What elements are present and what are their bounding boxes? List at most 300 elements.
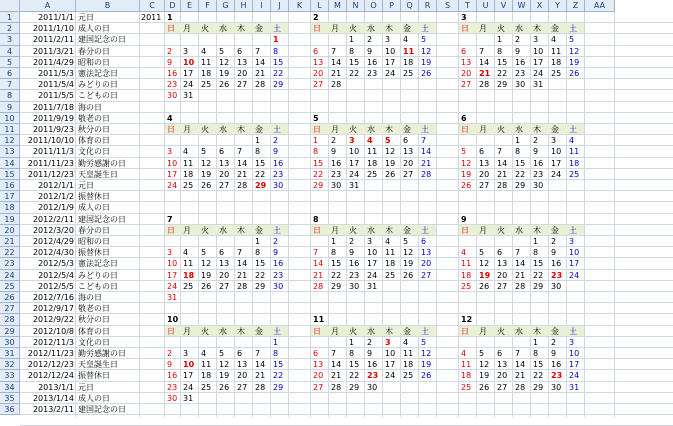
day-cell[interactable]: 24 [385, 371, 396, 381]
holiday-name-cell[interactable]: 振替休日 [78, 248, 110, 258]
weekday-header-cell[interactable]: 日 [167, 326, 175, 336]
day-cell[interactable]: 31 [183, 91, 194, 101]
weekday-header-cell[interactable]: 金 [255, 24, 263, 34]
weekday-header-cell[interactable]: 木 [533, 225, 541, 235]
day-cell[interactable]: 17 [385, 360, 396, 370]
month-label[interactable]: 4 [167, 113, 173, 123]
day-cell[interactable]: 31 [183, 393, 194, 403]
weekday-header-cell[interactable]: 土 [273, 125, 281, 134]
day-cell[interactable]: 26 [569, 69, 580, 78]
day-cell[interactable]: 24 [367, 270, 378, 280]
day-cell[interactable]: 23 [515, 69, 526, 78]
day-cell[interactable]: 19 [219, 371, 230, 381]
day-cell[interactable]: 16 [167, 69, 178, 78]
holiday-date-cell[interactable]: 2012/12/23 [27, 360, 74, 370]
column-header-V[interactable]: V [495, 0, 513, 12]
day-cell[interactable]: 29 [349, 382, 360, 392]
day-cell[interactable]: 24 [569, 270, 580, 280]
column-header-F[interactable]: F [199, 0, 217, 12]
weekday-header-cell[interactable]: 水 [367, 125, 375, 134]
day-cell[interactable]: 10 [183, 360, 195, 370]
day-cell[interactable]: 10 [367, 248, 378, 258]
row-header-9[interactable]: 9 [0, 102, 20, 113]
day-cell[interactable]: 17 [533, 57, 544, 67]
day-cell[interactable]: 13 [219, 158, 230, 168]
day-cell[interactable]: 31 [167, 293, 178, 302]
holiday-date-cell[interactable]: 2011/11/23 [27, 158, 74, 168]
day-cell[interactable]: 28 [255, 80, 266, 90]
day-cell[interactable]: 10 [167, 259, 178, 269]
day-cell[interactable]: 31 [569, 382, 580, 392]
day-cell[interactable]: 18 [551, 57, 562, 67]
day-cell[interactable]: 26 [461, 181, 472, 190]
day-cell[interactable]: 2 [551, 337, 557, 347]
day-cell[interactable]: 14 [255, 360, 266, 370]
month-label[interactable]: 11 [313, 315, 325, 325]
column-header-A[interactable]: A [20, 0, 76, 12]
day-cell[interactable]: 14 [331, 360, 342, 370]
row-header-7[interactable]: 7 [0, 79, 20, 90]
row-header-10[interactable]: 10 [0, 113, 20, 124]
day-cell[interactable]: 7 [421, 136, 427, 146]
day-cell[interactable]: 20 [237, 69, 248, 78]
day-cell[interactable]: 6 [497, 349, 503, 358]
day-cell[interactable]: 12 [479, 360, 490, 370]
weekday-header-cell[interactable]: 水 [367, 326, 375, 336]
day-cell[interactable]: 25 [201, 80, 212, 90]
holiday-date-cell[interactable]: 2012/5/4 [38, 270, 74, 280]
day-cell[interactable]: 21 [331, 69, 342, 78]
day-cell[interactable]: 30 [167, 393, 178, 403]
weekday-header-cell[interactable]: 月 [331, 326, 339, 336]
day-cell[interactable]: 26 [403, 270, 414, 280]
day-cell[interactable]: 23 [367, 69, 378, 78]
day-cell[interactable]: 23 [551, 270, 563, 280]
day-cell[interactable]: 15 [497, 57, 508, 67]
row-header-30[interactable]: 30 [0, 337, 20, 348]
weekday-header-cell[interactable]: 火 [497, 225, 505, 235]
day-cell[interactable]: 26 [479, 281, 490, 291]
holiday-date-cell[interactable]: 2013/1/14 [32, 393, 74, 403]
day-cell[interactable]: 15 [313, 158, 324, 168]
day-cell[interactable]: 13 [497, 259, 508, 269]
day-cell[interactable]: 1 [533, 237, 539, 246]
day-cell[interactable]: 25 [183, 281, 194, 291]
holiday-name-cell[interactable]: 海の日 [78, 293, 102, 302]
day-cell[interactable]: 4 [183, 248, 189, 258]
weekday-header-cell[interactable]: 火 [201, 225, 209, 235]
day-cell[interactable]: 25 [367, 169, 378, 179]
day-cell[interactable]: 17 [349, 158, 360, 168]
day-cell[interactable]: 11 [403, 349, 414, 358]
row-header-5[interactable]: 5 [0, 57, 20, 68]
day-cell[interactable]: 5 [201, 147, 207, 157]
row-header-20[interactable]: 20 [0, 225, 20, 236]
day-cell[interactable]: 27 [403, 169, 414, 179]
day-cell[interactable]: 15 [273, 360, 284, 370]
holiday-date-cell[interactable]: 2011/7/18 [32, 102, 74, 112]
day-cell[interactable]: 12 [421, 349, 432, 358]
day-cell[interactable]: 23 [167, 382, 178, 392]
day-cell[interactable]: 7 [255, 46, 261, 56]
day-cell[interactable]: 3 [167, 248, 173, 258]
day-cell[interactable]: 23 [273, 169, 284, 179]
day-cell[interactable]: 27 [313, 80, 324, 90]
weekday-header-cell[interactable]: 火 [349, 326, 357, 336]
day-cell[interactable]: 19 [421, 57, 432, 67]
holiday-date-cell[interactable]: 2012/1/1 [38, 181, 74, 190]
column-header-I[interactable]: I [253, 0, 271, 12]
holiday-date-cell[interactable]: 2011/3/21 [32, 46, 74, 56]
column-header-S[interactable]: S [437, 0, 459, 12]
day-cell[interactable]: 25 [403, 371, 414, 381]
row-header-8[interactable]: 8 [0, 90, 20, 101]
row-header-35[interactable]: 35 [0, 393, 20, 404]
day-cell[interactable]: 20 [497, 371, 508, 381]
day-cell[interactable]: 20 [219, 169, 230, 179]
weekday-header-cell[interactable]: 月 [479, 225, 487, 235]
holiday-date-cell[interactable]: 2012/2/11 [32, 214, 74, 224]
day-cell[interactable]: 5 [385, 136, 391, 146]
day-cell[interactable]: 24 [569, 371, 580, 381]
holiday-name-cell[interactable]: 春分の日 [78, 46, 110, 56]
day-cell[interactable]: 13 [237, 57, 248, 67]
day-cell[interactable]: 10 [533, 46, 544, 56]
day-cell[interactable]: 12 [569, 46, 580, 56]
row-header-27[interactable]: 27 [0, 303, 20, 314]
month-label[interactable]: 6 [461, 113, 467, 123]
row-header-34[interactable]: 34 [0, 382, 20, 393]
day-cell[interactable]: 28 [331, 382, 342, 392]
row-header-33[interactable]: 33 [0, 370, 20, 381]
holiday-name-cell[interactable]: みどりの日 [78, 270, 118, 280]
day-cell[interactable]: 12 [201, 259, 212, 269]
row-header-11[interactable]: 11 [0, 124, 20, 135]
column-header-G[interactable]: G [217, 0, 235, 12]
day-cell[interactable]: 12 [219, 360, 230, 370]
column-header-B[interactable]: B [76, 0, 140, 12]
day-cell[interactable]: 1 [273, 35, 279, 45]
day-cell[interactable]: 11 [461, 360, 472, 370]
day-cell[interactable]: 22 [533, 371, 544, 381]
day-cell[interactable]: 21 [255, 371, 266, 381]
day-cell[interactable]: 15 [349, 360, 360, 370]
day-cell[interactable]: 26 [201, 181, 212, 190]
day-cell[interactable]: 6 [237, 349, 243, 358]
day-cell[interactable]: 16 [349, 259, 360, 269]
day-cell[interactable]: 6 [219, 147, 225, 157]
day-cell[interactable]: 16 [367, 360, 378, 370]
holiday-name-cell[interactable]: 元日 [78, 13, 94, 22]
day-cell[interactable]: 8 [349, 349, 355, 358]
weekday-header-cell[interactable]: 木 [533, 24, 541, 34]
day-cell[interactable]: 7 [237, 248, 243, 258]
holiday-name-cell[interactable]: 天皇誕生日 [78, 360, 118, 370]
day-cell[interactable]: 13 [479, 158, 490, 168]
day-cell[interactable]: 23 [551, 371, 563, 381]
day-cell[interactable]: 9 [515, 46, 521, 56]
day-cell[interactable]: 4 [403, 35, 409, 45]
day-cell[interactable]: 22 [331, 270, 342, 280]
column-header-T[interactable]: T [459, 0, 477, 12]
day-cell[interactable]: 29 [273, 80, 284, 90]
day-cell[interactable]: 16 [551, 259, 562, 269]
day-cell[interactable]: 17 [385, 57, 396, 67]
day-cell[interactable]: 4 [201, 46, 207, 56]
column-header-R[interactable]: R [419, 0, 437, 12]
holiday-date-cell[interactable]: 2011/5/3 [38, 69, 74, 78]
day-cell[interactable]: 27 [497, 281, 508, 291]
weekday-header-cell[interactable]: 金 [551, 24, 559, 34]
day-cell[interactable]: 3 [551, 136, 557, 146]
weekday-header-cell[interactable]: 火 [201, 24, 209, 34]
weekday-header-cell[interactable]: 日 [461, 225, 469, 235]
holiday-date-cell[interactable]: 2013/2/11 [32, 405, 74, 414]
month-label[interactable]: 9 [461, 214, 467, 224]
weekday-header-cell[interactable]: 金 [551, 225, 559, 235]
holiday-name-cell[interactable]: 文化の日 [78, 147, 110, 157]
weekday-header-cell[interactable]: 土 [421, 24, 429, 34]
weekday-header-cell[interactable]: 月 [183, 24, 191, 34]
day-cell[interactable]: 11 [367, 147, 378, 157]
holiday-name-cell[interactable]: 憲法記念日 [78, 69, 118, 78]
day-cell[interactable]: 17 [183, 371, 194, 381]
day-cell[interactable]: 11 [403, 46, 415, 56]
day-cell[interactable]: 9 [551, 349, 557, 358]
day-cell[interactable]: 30 [331, 181, 342, 190]
day-cell[interactable]: 20 [237, 371, 248, 381]
year-cell[interactable]: 2011 [141, 13, 162, 22]
column-header-O[interactable]: O [365, 0, 383, 12]
weekday-header-cell[interactable]: 水 [219, 24, 227, 34]
day-cell[interactable]: 27 [219, 181, 230, 190]
column-header-H[interactable]: H [235, 0, 253, 12]
column-header-J[interactable]: J [271, 0, 289, 12]
day-cell[interactable]: 5 [219, 349, 225, 358]
day-cell[interactable]: 18 [569, 158, 580, 168]
day-cell[interactable]: 18 [201, 69, 212, 78]
day-cell[interactable]: 28 [515, 382, 526, 392]
day-cell[interactable]: 8 [255, 248, 261, 258]
day-cell[interactable]: 30 [349, 281, 360, 291]
holiday-date-cell[interactable]: 2012/10/8 [32, 326, 74, 336]
day-cell[interactable]: 31 [533, 80, 544, 90]
day-cell[interactable]: 11 [569, 147, 580, 157]
holiday-date-cell[interactable]: 2012/9/17 [32, 304, 74, 314]
row-header-24[interactable]: 24 [0, 270, 20, 281]
day-cell[interactable]: 9 [273, 248, 279, 258]
weekday-header-cell[interactable]: 木 [385, 24, 393, 34]
day-cell[interactable]: 22 [255, 169, 266, 179]
weekday-header-cell[interactable]: 水 [515, 24, 523, 34]
day-cell[interactable]: 2 [533, 136, 539, 146]
day-cell[interactable]: 20 [479, 169, 490, 179]
row-header-19[interactable]: 19 [0, 214, 20, 225]
weekday-header-cell[interactable]: 金 [403, 24, 411, 34]
select-all-corner[interactable] [0, 0, 20, 12]
day-cell[interactable]: 18 [461, 270, 472, 280]
day-cell[interactable]: 15 [349, 57, 360, 67]
holiday-date-cell[interactable]: 2011/9/19 [32, 113, 74, 123]
day-cell[interactable]: 26 [219, 80, 230, 90]
holiday-date-cell[interactable]: 2011/2/11 [32, 35, 74, 45]
day-cell[interactable]: 7 [515, 349, 521, 358]
holiday-date-cell[interactable]: 2011/11/3 [32, 147, 74, 157]
holiday-name-cell[interactable]: 建国記念の日 [78, 214, 126, 224]
day-cell[interactable]: 12 [219, 57, 230, 67]
day-cell[interactable]: 14 [237, 259, 248, 269]
day-cell[interactable]: 19 [201, 270, 212, 280]
day-cell[interactable]: 1 [331, 237, 337, 246]
day-cell[interactable]: 25 [183, 181, 194, 190]
column-header-Y[interactable]: Y [549, 0, 567, 12]
day-cell[interactable]: 22 [313, 169, 324, 179]
day-cell[interactable]: 29 [497, 80, 508, 90]
day-cell[interactable]: 4 [201, 349, 207, 358]
day-cell[interactable]: 8 [313, 147, 319, 157]
day-cell[interactable]: 6 [479, 147, 485, 157]
day-cell[interactable]: 28 [515, 281, 526, 291]
weekday-header-cell[interactable]: 木 [385, 225, 393, 235]
holiday-name-cell[interactable]: 秋分の日 [78, 315, 110, 325]
row-header-29[interactable]: 29 [0, 326, 20, 337]
weekday-header-cell[interactable]: 金 [255, 125, 263, 134]
holiday-name-cell[interactable]: 成人の日 [78, 24, 110, 34]
day-cell[interactable]: 20 [313, 371, 324, 381]
day-cell[interactable]: 13 [313, 57, 324, 67]
day-cell[interactable]: 28 [331, 80, 342, 90]
day-cell[interactable]: 29 [273, 382, 284, 392]
day-cell[interactable]: 9 [367, 46, 373, 56]
day-cell[interactable]: 13 [497, 360, 508, 370]
day-cell[interactable]: 10 [167, 158, 178, 168]
holiday-name-cell[interactable]: 勤労感謝の日 [78, 349, 126, 358]
column-header-X[interactable]: X [531, 0, 549, 12]
day-cell[interactable]: 3 [569, 337, 575, 347]
day-cell[interactable]: 7 [313, 248, 319, 258]
day-cell[interactable]: 11 [385, 248, 396, 258]
holiday-name-cell[interactable]: 成人の日 [78, 203, 110, 213]
day-cell[interactable]: 12 [461, 158, 472, 168]
day-cell[interactable]: 30 [551, 382, 562, 392]
day-cell[interactable]: 4 [403, 337, 409, 347]
day-cell[interactable]: 18 [461, 371, 472, 381]
day-cell[interactable]: 3 [533, 35, 539, 45]
month-label[interactable]: 8 [313, 214, 319, 224]
day-cell[interactable]: 15 [273, 57, 284, 67]
day-cell[interactable]: 17 [167, 169, 178, 179]
row-header-12[interactable]: 12 [0, 135, 20, 146]
column-header-M[interactable]: M [329, 0, 347, 12]
holiday-name-cell[interactable]: 昭和の日 [78, 57, 110, 67]
day-cell[interactable]: 19 [479, 270, 491, 280]
row-header-4[interactable]: 4 [0, 46, 20, 57]
day-cell[interactable]: 6 [497, 248, 503, 258]
weekday-header-cell[interactable]: 月 [331, 225, 339, 235]
row-header-25[interactable]: 25 [0, 281, 20, 292]
row-header-3[interactable]: 3 [0, 34, 20, 45]
day-cell[interactable]: 15 [331, 259, 342, 269]
day-cell[interactable]: 13 [403, 147, 414, 157]
day-cell[interactable]: 14 [497, 158, 508, 168]
day-cell[interactable]: 22 [497, 69, 508, 78]
day-cell[interactable]: 31 [367, 281, 378, 291]
weekday-header-cell[interactable]: 火 [497, 24, 505, 34]
day-cell[interactable]: 27 [497, 382, 508, 392]
day-cell[interactable]: 9 [331, 147, 337, 157]
day-cell[interactable]: 11 [201, 360, 212, 370]
holiday-name-cell[interactable]: 敬老の日 [78, 304, 110, 314]
column-header-P[interactable]: P [383, 0, 401, 12]
day-cell[interactable]: 2 [167, 46, 173, 56]
day-cell[interactable]: 12 [479, 259, 490, 269]
holiday-name-cell[interactable]: 振替休日 [78, 192, 110, 202]
day-cell[interactable]: 23 [367, 371, 379, 381]
month-label[interactable]: 1 [167, 13, 173, 22]
day-cell[interactable]: 3 [385, 337, 391, 347]
weekday-header-cell[interactable]: 水 [515, 326, 523, 336]
weekday-header-cell[interactable]: 水 [367, 225, 375, 235]
day-cell[interactable]: 6 [237, 46, 243, 56]
column-header-K[interactable]: K [289, 0, 311, 12]
day-cell[interactable]: 1 [497, 35, 503, 45]
holiday-date-cell[interactable]: 2012/5/5 [38, 281, 74, 291]
weekday-header-cell[interactable]: 日 [313, 326, 321, 336]
day-cell[interactable]: 23 [349, 270, 360, 280]
row-header-15[interactable]: 15 [0, 169, 20, 180]
day-cell[interactable]: 21 [497, 169, 508, 179]
day-cell[interactable]: 10 [551, 147, 562, 157]
day-cell[interactable]: 18 [183, 270, 195, 280]
day-cell[interactable]: 16 [331, 158, 342, 168]
day-cell[interactable]: 9 [349, 248, 355, 258]
weekday-header-cell[interactable]: 水 [515, 125, 523, 134]
holiday-name-cell[interactable]: 海の日 [78, 102, 102, 112]
holiday-name-cell[interactable]: みどりの日 [78, 80, 118, 90]
day-cell[interactable]: 13 [237, 360, 248, 370]
day-cell[interactable]: 14 [515, 360, 526, 370]
day-cell[interactable]: 25 [201, 382, 212, 392]
row-header-17[interactable]: 17 [0, 191, 20, 202]
weekday-header-cell[interactable]: 金 [551, 125, 559, 134]
holiday-date-cell[interactable]: 2012/9/22 [32, 315, 74, 325]
holiday-date-cell[interactable]: 2011/4/29 [32, 57, 74, 67]
holiday-name-cell[interactable]: 建国記念の日 [78, 405, 126, 414]
row-header-18[interactable]: 18 [0, 202, 20, 213]
day-cell[interactable]: 17 [569, 360, 580, 370]
day-cell[interactable]: 7 [515, 248, 521, 258]
month-label[interactable]: 3 [461, 13, 467, 22]
column-header-E[interactable]: E [181, 0, 199, 12]
day-cell[interactable]: 10 [349, 147, 360, 157]
row-header-23[interactable]: 23 [0, 258, 20, 269]
day-cell[interactable]: 3 [569, 237, 575, 246]
day-cell[interactable]: 27 [237, 382, 248, 392]
row-header-2[interactable]: 2 [0, 23, 20, 34]
weekday-header-cell[interactable]: 木 [385, 326, 393, 336]
day-cell[interactable]: 27 [461, 80, 472, 90]
day-cell[interactable]: 10 [183, 57, 195, 67]
day-cell[interactable]: 29 [313, 181, 324, 190]
weekday-header-cell[interactable]: 日 [461, 24, 469, 34]
column-header-D[interactable]: D [165, 0, 181, 12]
day-cell[interactable]: 5 [403, 237, 409, 246]
holiday-name-cell[interactable]: 建国記念の日 [78, 35, 126, 45]
holiday-name-cell[interactable]: 勤労感謝の日 [78, 158, 126, 168]
day-cell[interactable]: 11 [183, 158, 194, 168]
day-cell[interactable]: 18 [385, 259, 396, 269]
day-cell[interactable]: 9 [367, 349, 373, 358]
